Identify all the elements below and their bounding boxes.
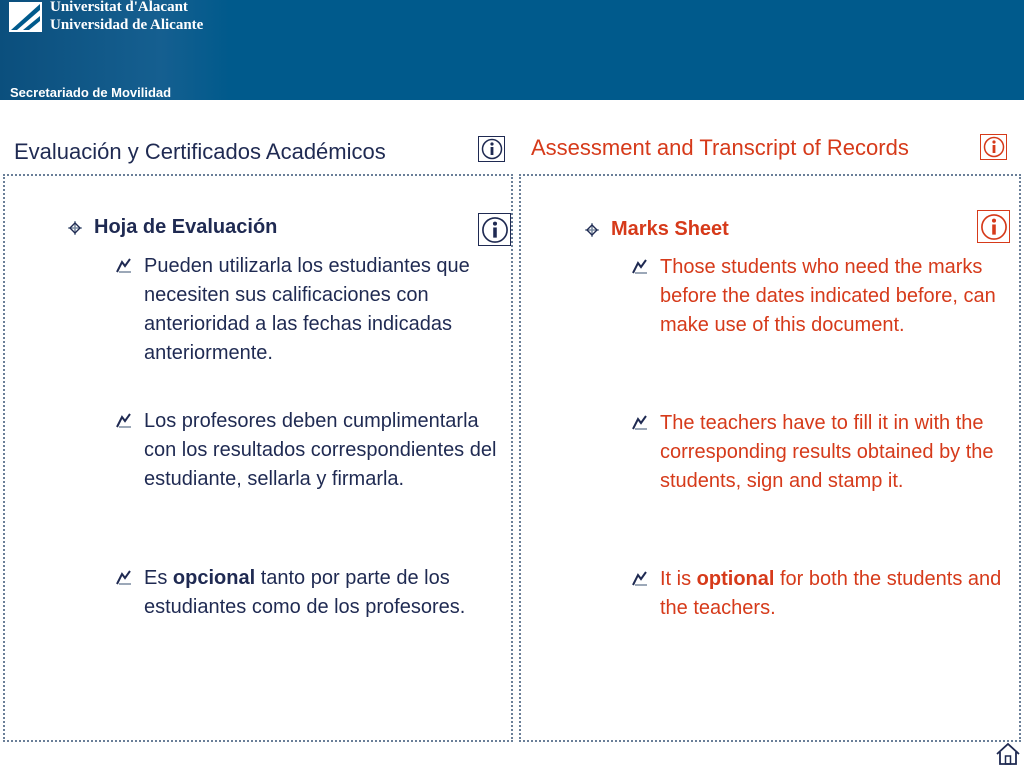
home-icon — [995, 742, 1021, 766]
spanish-bullet-1 — [116, 252, 499, 368]
diamond-bullet-icon — [583, 221, 601, 239]
spanish-bullet-2 — [116, 407, 499, 494]
english-heading-row — [583, 218, 729, 241]
spanish-heading-row — [66, 216, 277, 239]
english-bullet-2 — [632, 409, 1010, 496]
info-button-title-es[interactable] — [478, 136, 505, 162]
english-bullet-1 — [632, 253, 1010, 340]
english-bullet-2-text: The teachers have to fill it in with the corresponding results obtained by the students, sign and stamp it. — [660, 412, 994, 492]
english-title: Assessment and Transcript of Records — [531, 135, 909, 160]
english-bullet-1-text: Those students who need the marks before the dates indicated before, can make use of this document. — [660, 256, 996, 336]
info-button-heading-es[interactable] — [478, 213, 511, 246]
arrow-bullet-icon — [116, 412, 132, 428]
department-label: Secretariado de Movilidad — [10, 85, 172, 100]
english-bullet-3-text — [660, 565, 1010, 623]
spanish-bullet-3-after: tanto por parte de los estudiantes como de los profesores. — [144, 567, 466, 618]
info-button-title-en[interactable] — [980, 134, 1007, 160]
arrow-bullet-icon — [116, 569, 132, 585]
spanish-heading: Hoja de Evaluación — [94, 216, 278, 238]
english-heading: Marks Sheet — [611, 218, 729, 240]
spanish-bullet-3-bold: opcional — [172, 567, 256, 589]
info-icon — [481, 216, 509, 244]
university-logo — [9, 2, 42, 32]
english-bullet-3-before: It is — [660, 568, 697, 590]
arrow-bullet-icon — [632, 570, 648, 586]
spanish-bullet-3-text — [144, 564, 499, 622]
info-icon — [481, 138, 503, 160]
diamond-bullet-icon — [66, 219, 84, 237]
info-button-heading-en[interactable] — [977, 210, 1010, 243]
english-bullet-3 — [632, 565, 1010, 623]
spanish-bullet-2-text: Los profesores deben cumplimentarla con los resultados correspondientes del estudiante, sellarla y firmarla. — [144, 410, 497, 490]
university-name-ca: Universitat d'Alacant — [50, 0, 188, 15]
arrow-bullet-icon — [632, 414, 648, 430]
university-name-es: Universidad de Alicante — [50, 17, 204, 33]
arrow-bullet-icon — [632, 258, 648, 274]
spanish-bullet-1-text: Pueden utilizarla los estudiantes que necesiten sus calificaciones con anterioridad a las fechas indicadas anteriormente. — [144, 255, 470, 364]
spanish-title: Evaluación y Certificados Académicos — [14, 139, 386, 164]
english-bullet-3-after: for both the students and the teachers. — [660, 568, 1002, 619]
english-bullet-3-bold: optional — [696, 568, 775, 590]
info-icon — [980, 213, 1008, 241]
spanish-bullet-3-before: Es — [144, 567, 173, 589]
header-bar — [0, 0, 1024, 100]
arrow-bullet-icon — [116, 257, 132, 273]
info-icon — [983, 136, 1005, 158]
spanish-bullet-3 — [116, 564, 499, 622]
home-button[interactable] — [995, 742, 1021, 766]
